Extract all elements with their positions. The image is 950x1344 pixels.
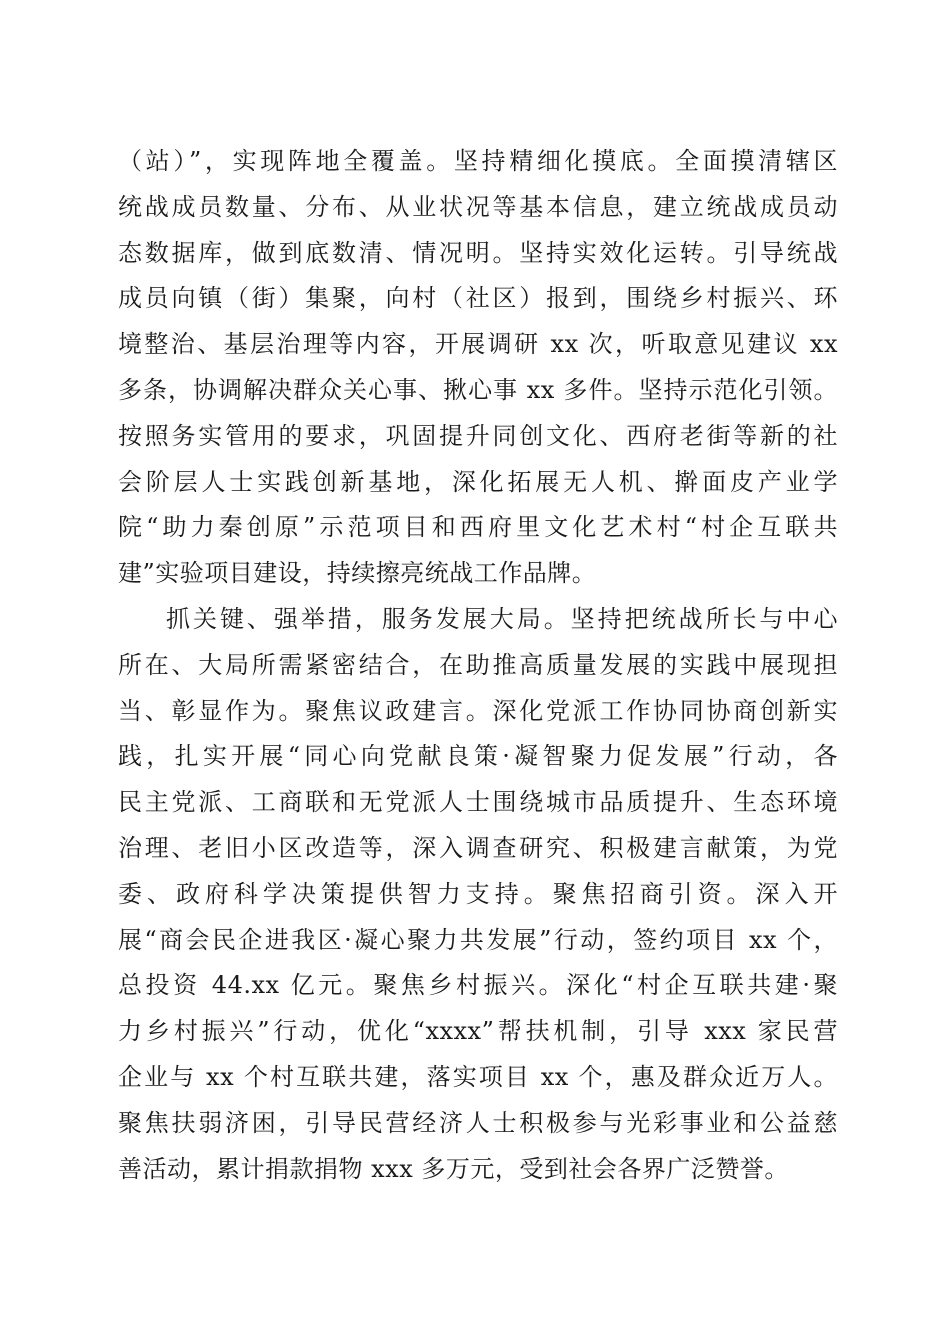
text-line: 展“商会民企进我区·凝心聚力共发展”行动，签约项目 xx 个， [118,925,838,954]
text-line: 院“助力秦创原”示范项目和西府里文化艺术村“村企互联共 [118,513,838,542]
text-line: 态数据库，做到底数清、情况明。坚持实效化运转。引导统战 [118,238,838,267]
text-line: 按照务实管用的要求，巩固提升同创文化、西府老街等新的社 [118,421,838,450]
text-line: 聚焦扶弱济困，引导民营经济人士积极参与光彩事业和公益慈 [118,1108,838,1137]
text-line: （站）”，实现阵地全覆盖。坚持精细化摸底。全面摸清辖区 [118,147,838,175]
body-text [118,139,838,1192]
text-line: 统战成员数量、分布、从业状况等基本信息，建立统战成员动 [118,192,838,221]
text-line: 会阶层人士实践创新基地，深化拓展无人机、擀面皮产业学 [118,467,838,496]
text-line: 多条，协调解决群众关心事、揪心事 xx 多件。坚持示范化引领。 [118,375,838,404]
text-line: 治理、老旧小区改造等，深入调查研究、积极建言献策，为党 [118,833,838,862]
text-line: 建”实验项目建设，持续擦亮统战工作品牌。 [118,559,597,588]
text-line: 所在、大局所需紧密结合，在助推高质量发展的实践中展现担 [118,650,838,679]
text-line: 善活动，累计捐款捐物 xxx 多万元，受到社会各界广泛赞誉。 [118,1154,789,1183]
text-line: 民主党派、工商联和无党派人士围绕城市品质提升、生态环境 [118,788,838,817]
text-line: 抓关键、强举措，服务发展大局。坚持把统战所长与中心 [166,604,838,633]
text-line: 践，扎实开展“同心向党献良策·凝智聚力促发展”行动，各 [118,742,838,771]
text-line: 境整治、基层治理等内容，开展调研 xx 次，听取意见建议 xx [118,330,838,359]
paragraph-1 [118,139,838,597]
text-line: 力乡村振兴”行动，优化“xxxx”帮扶机制，引导 xxx 家民营 [118,1017,838,1046]
text-line: 成员向镇（街）集聚，向村（社区）报到，围绕乡村振兴、环 [118,284,838,313]
text-line: 总投资 44.xx 亿元。聚焦乡村振兴。深化“村企互联共建·聚 [118,971,838,1000]
paragraph-2 [118,597,838,1192]
text-line: 委、政府科学决策提供智力支持。聚焦招商引资。深入开 [118,879,838,908]
text-line: 当、彰显作为。聚焦议政建言。深化党派工作协同协商创新实 [118,696,838,725]
text-line: 企业与 xx 个村互联共建，落实项目 xx 个，惠及群众近万人。 [118,1062,838,1091]
